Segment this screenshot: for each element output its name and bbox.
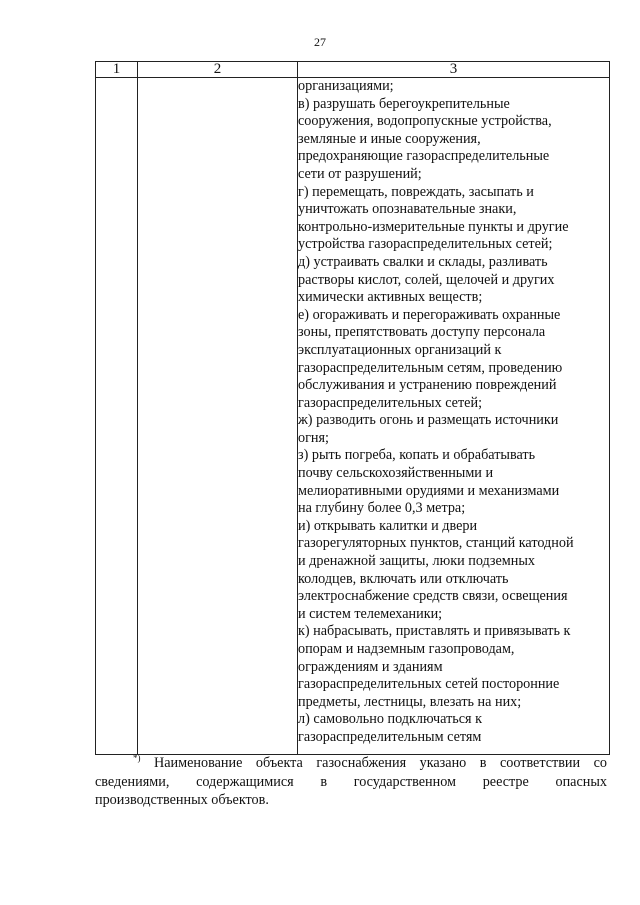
document-table <box>95 61 610 755</box>
text-line: л) самовольно подключаться к <box>298 711 483 728</box>
column-3-cell <box>298 78 610 755</box>
text-line: предохраняющие газораспределительные <box>298 148 550 165</box>
footnote-text-1: Наименование объекта газоснабжения указано в соответствии со <box>154 755 607 771</box>
text-line: устройства газораспределительных сетей; <box>298 236 553 253</box>
text-line: зоны, препятствовать доступу персонала <box>298 324 546 341</box>
text-line: в) разрушать берегоукрепительные <box>298 95 510 112</box>
text-line: опорам и надземным газопроводам, <box>298 641 515 657</box>
page-number: 27 <box>314 35 326 49</box>
text-line: г) перемещать, повреждать, засыпать и <box>298 183 534 200</box>
text-line: ж) разводить огонь и размещать источники <box>298 412 559 429</box>
text-line: мелиоративными орудиями и механизмами <box>298 482 560 499</box>
text-line: предметы, лестницы, влезать на них; <box>298 693 522 710</box>
footnote-line-3: производственных объектов. <box>95 792 269 808</box>
text-line: ограждениям и зданиям <box>298 658 443 675</box>
text-line: эксплуатационных организаций к <box>298 341 502 358</box>
text-line: огня; <box>298 429 329 446</box>
text-line: химически активных веществ; <box>298 289 483 306</box>
column-2-cell <box>138 78 298 755</box>
text-line: газораспределительным сетям <box>298 728 482 745</box>
text-line: обслуживания и устранению повреждений <box>298 377 557 394</box>
text-line: растворы кислот, солей, щелочей и других <box>298 271 555 288</box>
column-1-cell <box>96 78 138 755</box>
footnote-marker: *) <box>133 753 141 763</box>
text-line: и систем телемеханики; <box>298 605 443 622</box>
column-header-2: 2 <box>138 62 298 78</box>
text-line: организациями; <box>298 78 394 94</box>
text-line: и) открывать калитки и двери <box>298 517 478 534</box>
text-line: к) набрасывать, приставлять и привязывать к <box>298 623 571 640</box>
table-header-row <box>96 62 610 78</box>
text-line: колодцев, включать или отключать <box>298 570 509 587</box>
footnote-line-1 <box>95 754 607 773</box>
text-line: з) рыть погреба, копать и обрабатывать <box>298 447 536 464</box>
text-line: газораспределительных сетей; <box>298 394 483 411</box>
column-header-1: 1 <box>96 62 138 78</box>
text-line: д) устраивать свалки и склады, разливать <box>298 253 548 270</box>
text-line: почву сельскохозяйственными и <box>298 465 494 482</box>
text-line: газораспределительных сетей посторонние <box>298 676 560 693</box>
text-line: газорегуляторных пунктов, станций катодной <box>298 535 574 552</box>
text-line: земляные и иные сооружения, <box>298 130 481 147</box>
text-line: сооружения, водопропускные устройства, <box>298 113 552 130</box>
text-line: уничтожать опознавательные знаки, <box>298 201 517 218</box>
text-line: е) огораживать и перегораживать охранные <box>298 306 561 323</box>
text-line: сети от разрушений; <box>298 165 422 182</box>
column-header-3: 3 <box>298 62 610 78</box>
text-line: газораспределительным сетям, проведению <box>298 359 563 376</box>
table-row <box>96 78 610 755</box>
text-line: контрольно-измерительные пункты и другие <box>298 218 569 235</box>
text-line: и дренажной защиты, люки подземных <box>298 553 535 570</box>
text-line: электроснабжение средств связи, освещения <box>298 588 568 605</box>
text-line: на глубину более 0,3 метра; <box>298 500 466 517</box>
footnote <box>95 754 607 810</box>
footnote-line-2: сведениями, содержащимися в государственном реестре опасных <box>95 773 607 790</box>
